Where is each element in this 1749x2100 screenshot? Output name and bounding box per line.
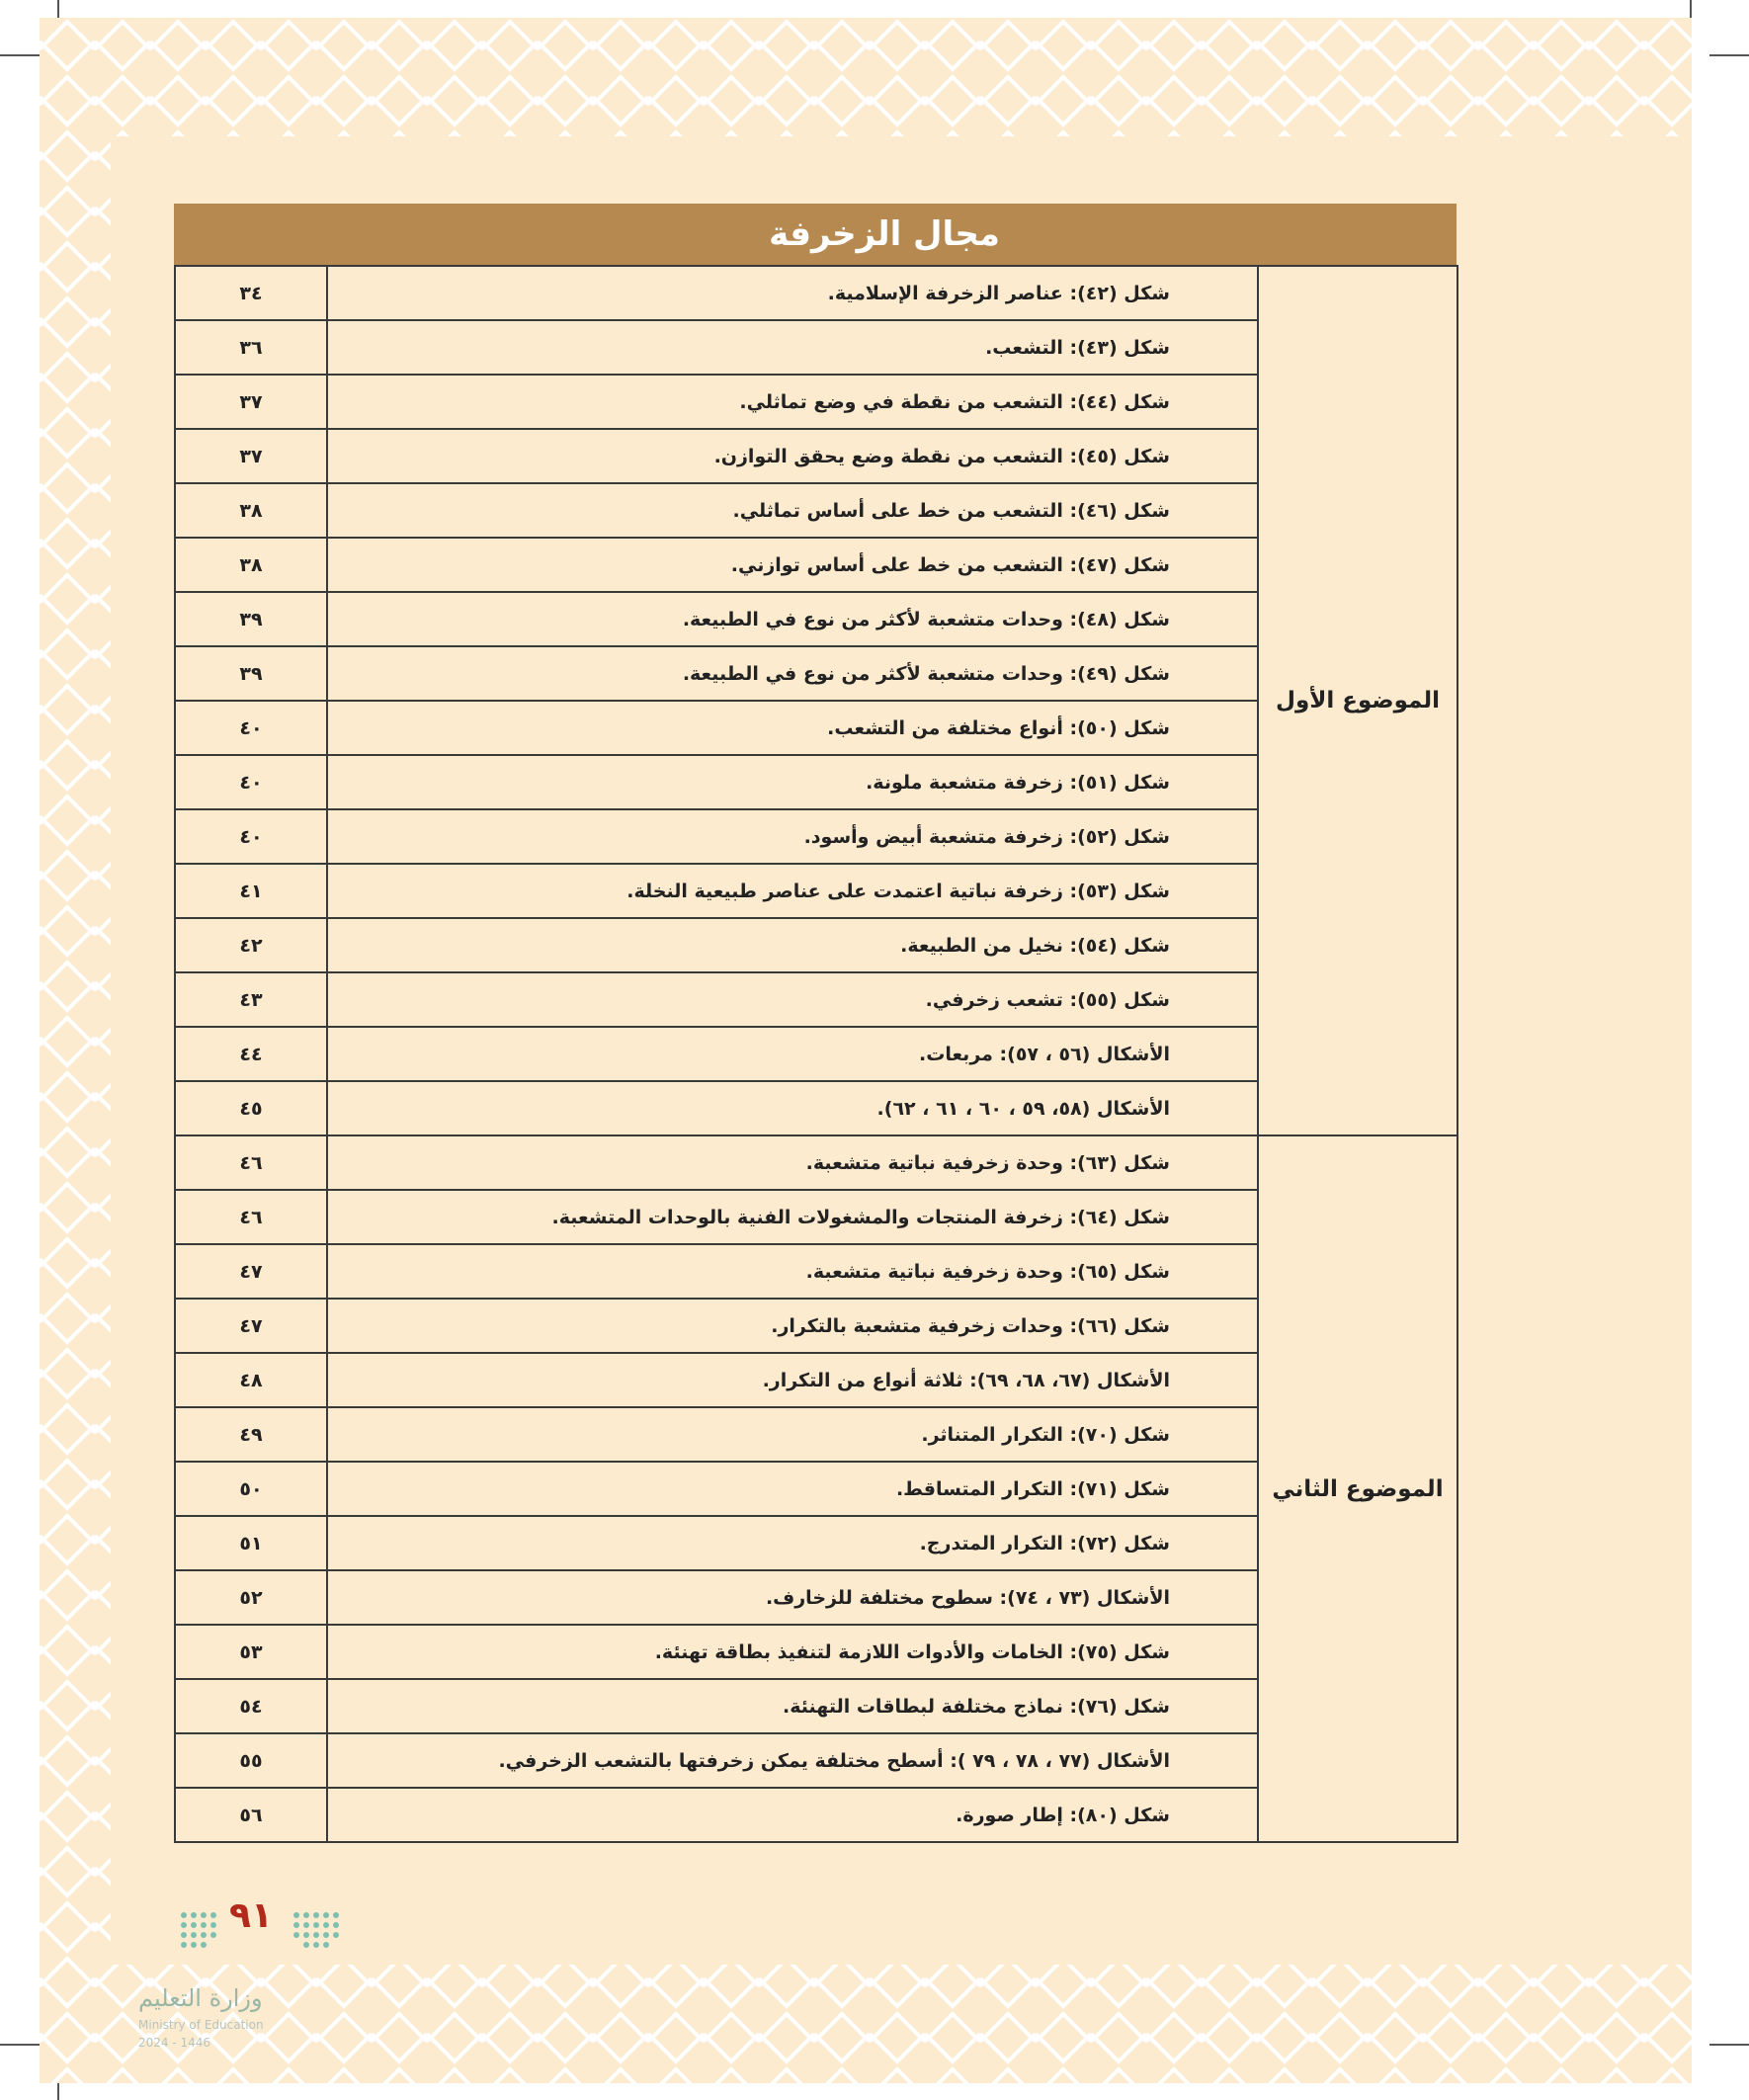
page-ref: ٤٠ (175, 755, 327, 809)
page-ref: ٣٨ (175, 538, 327, 592)
crop-mark (1690, 0, 1692, 18)
figure-description: شكل (٥١): زخرفة متشعبة ملونة. (327, 755, 1258, 809)
figure-description: شكل (٤٨): وحدات متشعبة لأكثر من نوع في الطبيعة. (327, 592, 1258, 646)
figure-description: شكل (٥٠): أنواع مختلفة من التشعب. (327, 701, 1258, 755)
figure-description: الأشكال (٧٣ ، ٧٤): سطوح مختلفة للزخارف. (327, 1570, 1258, 1625)
page-ref: ٤٦ (175, 1190, 327, 1244)
figure-description: شكل (٥٤): نخيل من الطبيعة. (327, 918, 1258, 972)
ministry-name-en: Ministry of Education (138, 2018, 264, 2032)
table-row (175, 266, 1458, 320)
table-title: مجال الزخرفة (174, 204, 1457, 265)
page-ref: ٤٦ (175, 1135, 327, 1190)
page (40, 18, 1692, 2083)
page-ref: ٤٠ (175, 701, 327, 755)
figure-description: شكل (٧٦): نماذج مختلفة لبطاقات التهنئة. (327, 1679, 1258, 1733)
section-label: الموضوع الثاني (1258, 1135, 1458, 1842)
page-ref: ٤٥ (175, 1081, 327, 1135)
page-ref: ٤٢ (175, 918, 327, 972)
crop-mark (57, 2083, 59, 2100)
figure-description: شكل (٧٠): التكرار المتناثر. (327, 1407, 1258, 1462)
figure-description: شكل (٦٥): وحدة زخرفية نباتية متشعبة. (327, 1244, 1258, 1299)
figure-description: شكل (٥٢): زخرفة متشعبة أبيض وأسود. (327, 809, 1258, 864)
crop-mark (1709, 54, 1749, 56)
figure-description: شكل (٦٤): زخرفة المنتجات والمشغولات الفنية بالوحدات المتشعبة. (327, 1190, 1258, 1244)
page-ref: ٣٧ (175, 375, 327, 429)
figure-description: الأشكال (٧٧ ، ٧٨ ، ٧٩ ): أسطح مختلفة يمكن زخرفتها بالتشعب الزخرفي. (327, 1733, 1258, 1788)
page-ref: ٣٩ (175, 646, 327, 701)
page-ref: ٣٤ (175, 266, 327, 320)
edition-year: 2024 - 1446 (138, 2036, 211, 2050)
page-ref: ٤٧ (175, 1299, 327, 1353)
figure-description: شكل (٤٤): التشعب من نقطة في وضع تماثلي. (327, 375, 1258, 429)
page-ref: ٥٦ (175, 1788, 327, 1842)
figure-description: شكل (٤٦): التشعب من خط على أساس تماثلي. (327, 483, 1258, 538)
page-ref: ٥١ (175, 1516, 327, 1570)
figure-description: شكل (٧١): التكرار المتساقط. (327, 1462, 1258, 1516)
figures-index (174, 265, 1458, 1843)
figure-description: شكل (٤٣): التشعب. (327, 320, 1258, 375)
figure-description: شكل (٨٠): إطار صورة. (327, 1788, 1258, 1842)
page-ref: ٤٩ (175, 1407, 327, 1462)
figure-description: الأشكال (٥٦ ، ٥٧): مربعات. (327, 1027, 1258, 1081)
figure-description: شكل (٦٣): وحدة زخرفية نباتية متشعبة. (327, 1135, 1258, 1190)
figure-description: شكل (٤٥): التشعب من نقطة وضع يحقق التوازن. (327, 429, 1258, 483)
page-ref: ٥٤ (175, 1679, 327, 1733)
figure-description: شكل (٤٧): التشعب من خط على أساس توازني. (327, 538, 1258, 592)
page-number: ٩١ (229, 1895, 273, 1936)
page-ref: ٤٧ (175, 1244, 327, 1299)
figure-description: شكل (٥٥): تشعب زخرفي. (327, 972, 1258, 1027)
page-ref: ٤٤ (175, 1027, 327, 1081)
page-ref: ٤٣ (175, 972, 327, 1027)
crop-mark (0, 54, 40, 56)
figure-description: الأشكال (٦٧، ٦٨، ٦٩): ثلاثة أنواع من التكرار. (327, 1353, 1258, 1407)
ministry-name-ar: وزارة التعليم (138, 1984, 263, 2012)
page-ref: ٥٥ (175, 1733, 327, 1788)
figure-description: شكل (٧٥): الخامات والأدوات اللازمة لتنفيذ بطاقة تهنئة. (327, 1625, 1258, 1679)
figure-description: شكل (٤٢): عناصر الزخرفة الإسلامية. (327, 266, 1258, 320)
page-ref: ٤٨ (175, 1353, 327, 1407)
page-ref: ٤٠ (175, 809, 327, 864)
crop-mark (1709, 2044, 1749, 2046)
page-ref: ٣٩ (175, 592, 327, 646)
index-table (174, 204, 1457, 1843)
page-ref: ٤١ (175, 864, 327, 918)
page-ref: ٣٦ (175, 320, 327, 375)
figure-description: شكل (٤٩): وحدات متشعبة لأكثر من نوع في الطبيعة. (327, 646, 1258, 701)
page-ref: ٣٨ (175, 483, 327, 538)
crop-mark (0, 2044, 40, 2046)
figure-description: شكل (٥٣): زخرفة نباتية اعتمدت على عناصر طبيعية النخلة. (327, 864, 1258, 918)
page-ref: ٥٠ (175, 1462, 327, 1516)
table-row (175, 1135, 1458, 1190)
figure-description: شكل (٦٦): وحدات زخرفية متشعبة بالتكرار. (327, 1299, 1258, 1353)
page-ref: ٥٢ (175, 1570, 327, 1625)
figure-description: شكل (٧٢): التكرار المتدرج. (327, 1516, 1258, 1570)
page-ref: ٥٣ (175, 1625, 327, 1679)
page-ref: ٣٧ (175, 429, 327, 483)
section-label: الموضوع الأول (1258, 266, 1458, 1135)
figure-description: الأشكال (٥٨، ٥٩ ، ٦٠ ، ٦١ ، ٦٢). (327, 1081, 1258, 1135)
